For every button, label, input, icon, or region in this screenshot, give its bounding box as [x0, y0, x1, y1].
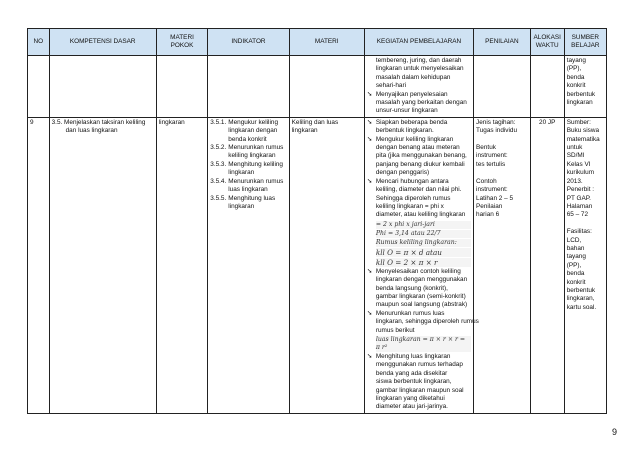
text-line: siswa berbentuk lingkaran,	[375, 378, 452, 386]
table-row-continuation	[28, 56, 607, 118]
activity-bullet	[367, 268, 471, 310]
text-line: instrument:	[476, 186, 508, 194]
text-line: Keliling dan luas	[291, 118, 339, 126]
text-line: dengan penggaris)	[375, 169, 430, 177]
text-line: Mencari hubungan antara	[375, 177, 449, 185]
text-line: diameter, atau keliling lingkaran	[375, 211, 466, 219]
text-line: Penerbit :	[566, 186, 595, 194]
text-line: Latihan 2 – 5	[476, 194, 514, 202]
activity-bullet	[367, 353, 471, 412]
page-number: 9	[611, 427, 617, 437]
header-alokasi-line2: WAKTU	[535, 42, 559, 49]
text-line: menggunakan rumus terhadap	[375, 361, 463, 369]
cell-materi-pokok: lingkaran	[156, 117, 208, 413]
formula-keliling-jari: kll O = 2 × π × r	[376, 258, 471, 267]
text-line: lingkaran	[566, 99, 593, 107]
text-line: PT GAP.	[566, 194, 591, 202]
cell-materi-pokok	[156, 56, 208, 118]
cell-sumber	[564, 117, 606, 413]
indicator-number: 3.5.4.	[210, 177, 227, 185]
text-line: diameter atau jari-jarinya.	[375, 403, 448, 411]
activity-bullet	[366, 309, 479, 352]
text-line: berbentuk	[566, 90, 596, 98]
text-line: benda konkrit	[228, 135, 267, 143]
formula-keliling: = 2 x phi x jari-jari	[376, 221, 471, 229]
text-line: unsur-unsur lingkaran	[375, 107, 438, 115]
cell-sumber	[564, 56, 606, 118]
text-line: luas lingkaran	[228, 186, 268, 194]
text-line: tayang	[566, 57, 586, 64]
arrow-bullet-icon: ➘	[366, 118, 373, 126]
text-line: harian 6	[476, 211, 500, 219]
header-materi-pokok	[156, 29, 208, 56]
text-line: Menghitung luas lingkaran	[375, 352, 451, 360]
text-line: 2013.	[566, 177, 583, 185]
activity-bullet	[367, 136, 471, 178]
text-line: gambar lingkaran (semi-konkrit)	[375, 292, 466, 300]
text-line: gambar lingkaran maupun soal	[375, 386, 464, 394]
text-line: maupun soal langsung (abstrak)	[375, 301, 468, 309]
text-line: untuk	[566, 144, 583, 152]
text-line: benda	[566, 270, 585, 278]
text-line: lingkaran dengan	[228, 127, 278, 135]
header-sumber	[564, 29, 606, 56]
text-line: masalah yang berkaitan dengan	[375, 99, 467, 107]
text-line: (PP),	[566, 261, 582, 269]
text-line: Sehingga diperoleh rumus	[375, 194, 451, 202]
cell-no	[28, 56, 50, 118]
header-materi-pokok-line1: MATERI	[170, 34, 194, 41]
text-line: dan luas lingkaran	[65, 127, 118, 135]
indicator-item	[210, 161, 286, 178]
header-sumber-line2: BELAJAR	[571, 42, 600, 49]
text-line: pita (jika menggunakan benang,	[375, 152, 467, 160]
cell-no: 9	[28, 117, 50, 413]
text-line: benda langsung (konkrit),	[375, 284, 448, 292]
arrow-bullet-icon: ➘	[366, 90, 373, 98]
text-line: konkrit	[566, 278, 586, 286]
text-line: keliling lingkaran = phi x	[375, 202, 444, 210]
text-line: Fasilitas:	[566, 228, 592, 236]
text-line: Menurunkan rumus luas	[375, 309, 445, 317]
text-line	[476, 169, 528, 177]
text-line: Menurunkan rumus	[228, 177, 284, 185]
text-line: masalah dalam kehidupan	[375, 73, 451, 81]
indicator-number: 3.5.1.	[210, 118, 227, 126]
cell-alokasi	[530, 56, 564, 118]
text-line: dengan benang atau meteran	[375, 144, 460, 152]
text-line: Jenis tagihan:	[476, 118, 516, 126]
arrow-bullet-icon: ➘	[366, 352, 373, 360]
cell-penilaian	[474, 56, 531, 118]
text-line: lingkaran yang diketahui	[375, 395, 445, 402]
text-line: konkrit	[566, 82, 586, 90]
text-line: lingkaran dengan menggunakan	[375, 276, 468, 284]
indicator-item	[210, 178, 286, 195]
text-line: tes tertulis	[476, 160, 506, 168]
formula-keliling-diameter: kll O = π × d atau	[376, 248, 471, 257]
activity-bullet	[367, 91, 471, 116]
text-line: lingkaran,	[566, 295, 595, 303]
cell-alokasi: 20 JP	[530, 117, 564, 413]
text-line: 65 – 72	[566, 211, 589, 219]
text-line: berbentuk lingkaran.	[375, 127, 434, 135]
text-line: Contoh	[476, 177, 497, 185]
cell-kd	[49, 117, 156, 413]
text-line: Penilaian	[476, 202, 503, 210]
text-line: lingkaran, sehingga diperoleh rumus	[375, 318, 479, 326]
text-line: Mengukur keliling	[228, 118, 278, 126]
lesson-plan-table	[27, 28, 607, 414]
header-kegiatan: KEGIATAN PEMBELAJARAN	[364, 29, 473, 56]
text-line: Buku siswa	[566, 127, 600, 135]
header-alokasi-line1: ALOKASI	[533, 34, 561, 41]
text-line: Menghitung keliling	[228, 160, 283, 168]
arrow-bullet-icon: ➘	[366, 309, 373, 317]
text-line	[476, 136, 528, 144]
text-line: (PP),	[566, 65, 582, 73]
cell-materi	[289, 117, 364, 413]
header-kompetensi-dasar: KOMPETENSI DASAR	[49, 29, 156, 56]
indicator-item	[210, 119, 286, 144]
text-line: tembereng, juring, dan daerah	[375, 57, 462, 64]
text-line: Menurunkan rumus	[228, 144, 284, 152]
table-row-9	[28, 117, 607, 413]
cell-penilaian	[474, 117, 531, 413]
text-line: Halaman	[566, 202, 593, 210]
text-line: bahan	[566, 244, 585, 252]
text-line: kurikulum	[566, 169, 595, 177]
text-line: Tugas individu	[476, 127, 518, 135]
text-line: 3.5. Menjelaskan taksiran keliling	[51, 118, 146, 126]
text-line: Menghitung luas	[228, 194, 276, 202]
indicator-number: 3.5.2.	[210, 144, 227, 152]
text-line: matematika	[566, 135, 600, 143]
text-line: panjang benang diukur kembali	[375, 160, 465, 168]
text-line: Siapkan beberapa benda	[375, 118, 448, 126]
text-line: Menyelesaikan contoh keliling	[375, 267, 461, 275]
text-line: kartu soal.	[566, 303, 597, 311]
header-no: NO	[28, 29, 50, 56]
activity-bullet	[367, 178, 471, 267]
cell-indikator	[208, 117, 289, 413]
text-line: benda yang ada disekitar	[375, 369, 448, 377]
text-line	[567, 220, 604, 228]
header-materi-pokok-line2: POKOK	[170, 42, 194, 49]
text-line: Kelas VI	[566, 160, 591, 168]
text-line: keliling lingkaran	[228, 152, 276, 160]
arrow-bullet-icon: ➘	[366, 135, 373, 143]
activity-bullet	[367, 119, 471, 136]
text-line: LCD,	[566, 236, 582, 244]
indicator-item	[210, 144, 286, 161]
text-line: benda	[566, 73, 585, 81]
formula-label: Rumus keliling lingkaran:	[376, 239, 471, 247]
header-alokasi	[530, 29, 564, 56]
header-penilaian: PENILAIAN	[474, 29, 531, 56]
text-line: tayang	[566, 253, 586, 261]
text-line: Sumber:	[566, 118, 591, 126]
text-line: berbentuk	[566, 286, 596, 294]
cell-kegiatan	[364, 56, 473, 118]
indicator-number: 3.5.3.	[210, 160, 227, 168]
header-indikator: INDIKATOR	[208, 29, 289, 56]
text-line: SD/MI	[566, 152, 585, 160]
cell-kd	[49, 56, 156, 118]
header-materi: MATERI	[289, 29, 364, 56]
cell-kegiatan	[364, 117, 479, 413]
text-line: Bentuk	[476, 144, 496, 152]
arrow-bullet-icon: ➘	[366, 267, 373, 275]
text-line: instrument:	[476, 152, 508, 160]
formula-phi: Phi = 3,14 atau 22/7	[376, 230, 471, 238]
indicator-number: 3.5.5.	[210, 194, 227, 202]
text-line: keliling, diameter dan nilai phi.	[375, 186, 462, 194]
cell-materi	[289, 56, 364, 118]
cell-indikator	[208, 56, 289, 118]
indicator-item	[210, 195, 286, 212]
text-line: Menyajikan penyelesaian	[375, 90, 448, 98]
text-line: sehari-hari	[375, 82, 407, 90]
header-row	[28, 29, 607, 56]
arrow-bullet-icon: ➘	[366, 177, 373, 185]
text-line: lingkaran untuk menyelesaikan	[375, 65, 464, 73]
header-sumber-line1: SUMBER	[571, 34, 600, 41]
text-line: Mengukur keliling lingkaran	[375, 135, 454, 143]
formula-luas: luas lingkaran = π × r × r = π r²	[376, 336, 471, 352]
text-line: lingkaran	[228, 202, 255, 210]
text-line: rumus berikut	[375, 326, 415, 334]
text-line: lingkaran	[228, 169, 255, 177]
text-line: lingkaran	[291, 127, 318, 135]
